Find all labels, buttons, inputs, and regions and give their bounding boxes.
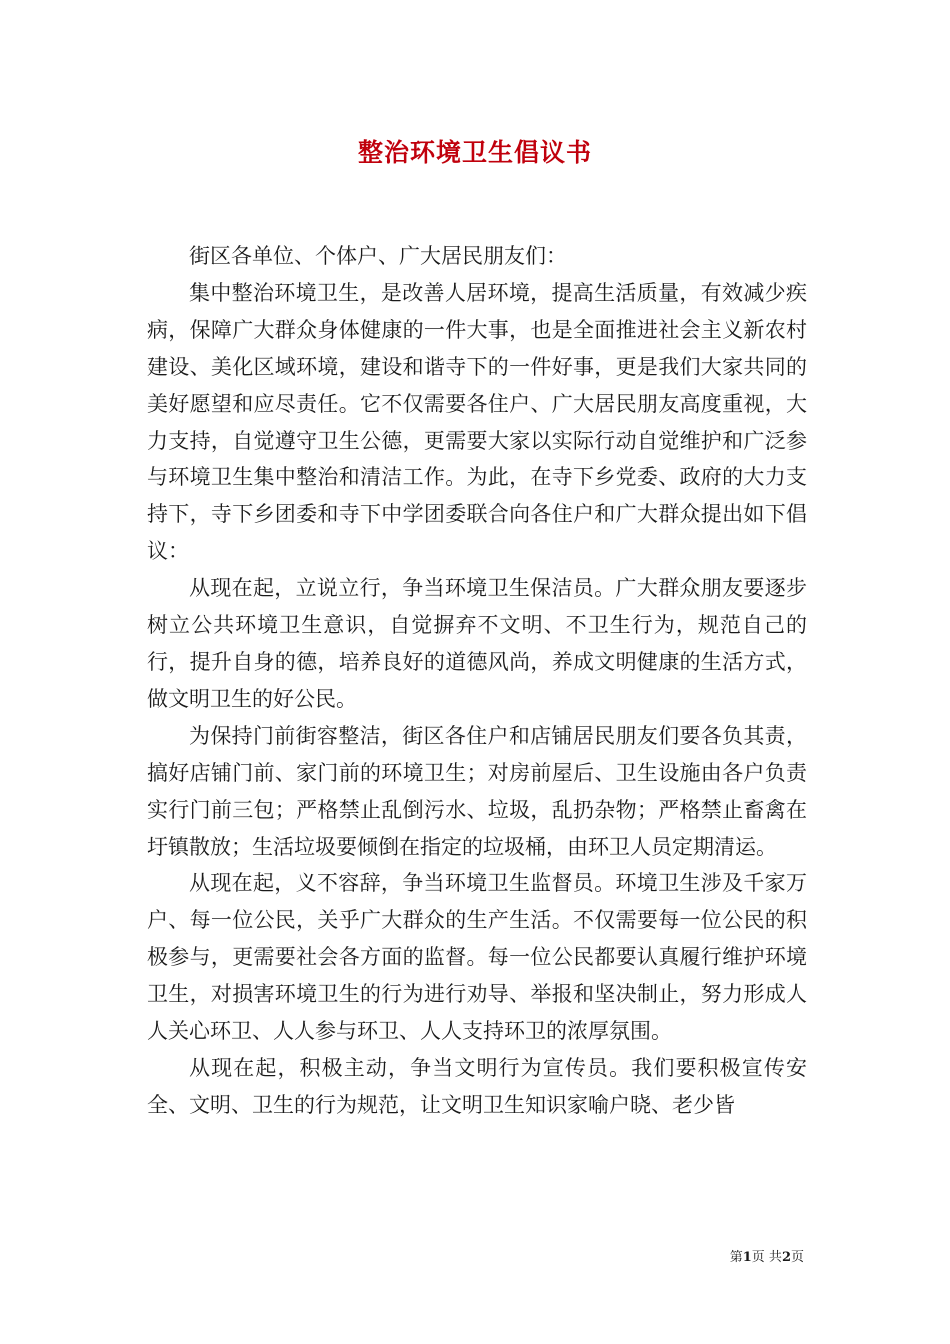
- paragraph-1: 集中整治环境卫生，是改善人居环境，提高生活质量，有效减少疾病，保障广大群众身体健康的一件大事，也是全面推进社会主义新农村建设、美化区域环境，建设和谐寺下的一件好事，更是我们大家共同的美好愿望和应尽责任。它不仅需要各住户、广大居民朋友高度重视，大力支持，自觉遵守卫生公德，更需要大家以实际行动自觉维护和广泛参与环境卫生集中整治和清洁工作。为此，在寺下乡党委、政府的大力支持下，寺下乡团委和寺下中学团委联合向各住户和广大群众提出如下倡议：: [147, 280, 807, 564]
- footer-suffix: 页: [790, 1250, 804, 1265]
- footer-current-page: 1: [742, 1250, 752, 1265]
- paragraph-2: 从现在起，立说立行，争当环境卫生保洁员。广大群众朋友要逐步树立公共环境卫生意识，自觉摒弃不文明、不卫生行为，规范自己的行，提升自身的德，培养良好的道德风尚，养成文明健康的生活方式，做文明卫生的好公民。: [147, 576, 807, 711]
- footer-total-pages: 2: [781, 1250, 791, 1265]
- paragraph-4: 从现在起，义不容辞，争当环境卫生监督员。环境卫生涉及千家万户、每一位公民，关乎广大群众的生产生活。不仅需要每一位公民的积极参与，更需要社会各方面的监督。每一位公民都要认真履行维护环境卫生，对损害环境卫生的行为进行劝导、举报和坚决制止，努力形成人人关心环卫、人人参与环卫、人人支持环卫的浓厚氛围。: [147, 871, 807, 1044]
- page-number-footer: [730, 1246, 804, 1265]
- salutation: 街区各单位、个体户、广大居民朋友们：: [189, 244, 567, 268]
- footer-middle: 页 共: [751, 1250, 782, 1265]
- footer-prefix: 第: [729, 1250, 743, 1265]
- paragraph-5: 从现在起，积极主动，争当文明行为宣传员。我们要积极宣传安全、文明、卫生的行为规范，让文明卫生知识家喻户晓、老少皆: [147, 1055, 807, 1117]
- document-body: [147, 238, 807, 1124]
- document-title: 整治环境卫生倡议书: [357, 138, 592, 167]
- paragraph-3: 为保持门前街容整洁，街区各住户和店铺居民朋友们要各负其责，搞好店铺门前、家门前的环境卫生；对房前屋后、卫生设施由各户负责实行门前三包；严格禁止乱倒污水、垃圾，乱扔杂物；严格禁止畜禽在圩镇散放；生活垃圾要倾倒在指定的垃圾桶，由环卫人员定期清运。: [147, 723, 807, 859]
